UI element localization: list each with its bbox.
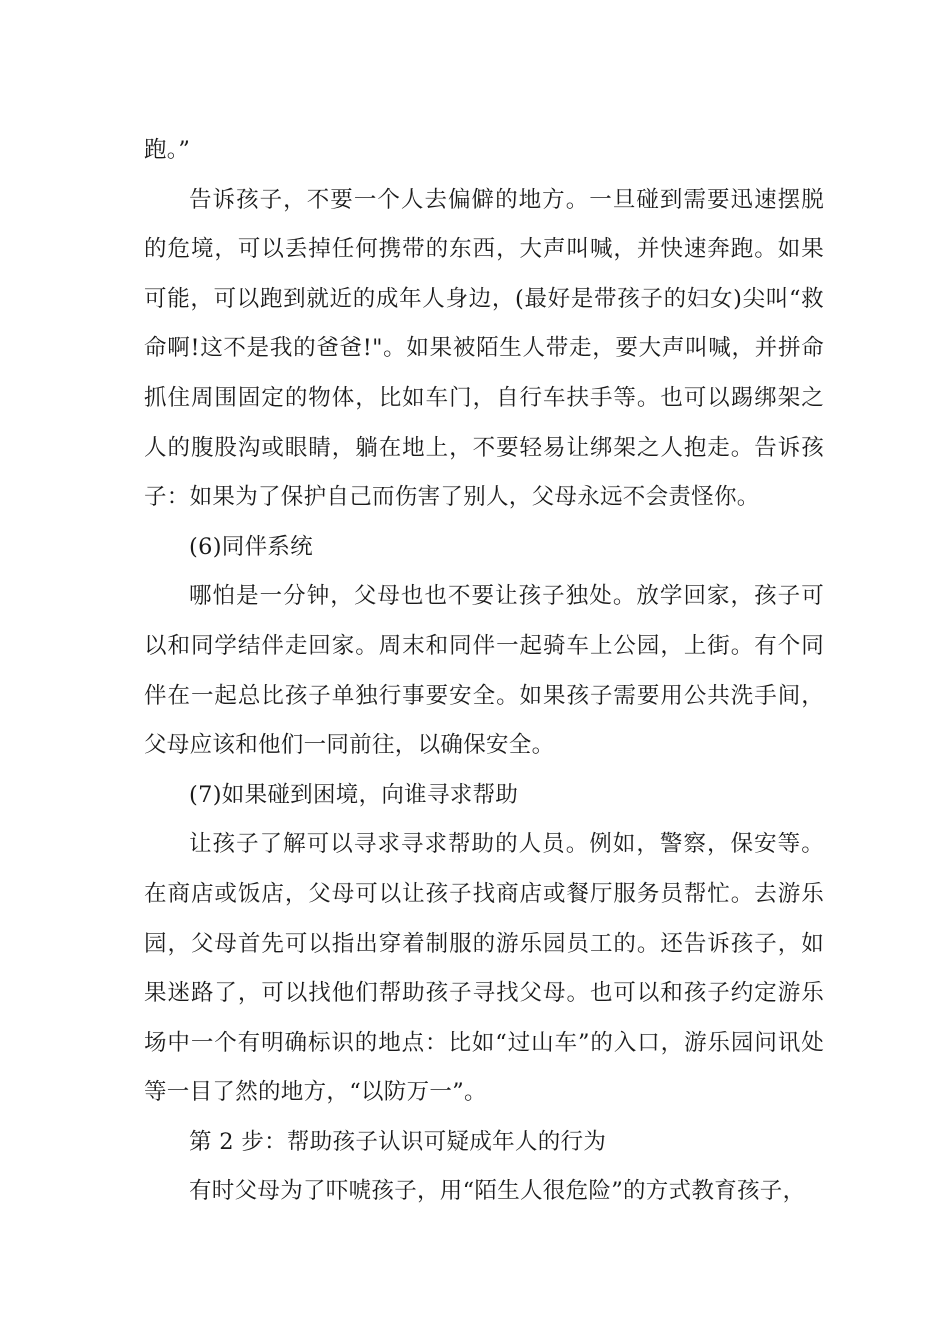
section-heading-buddy-system: (6)同伴系统: [189, 533, 313, 560]
document-body: [144, 126, 824, 1217]
paragraph-escape-advice: 告诉孩子，不要一个人去偏僻的地方。一旦碰到需要迅速摆脱的危境，可以丢掉任何携带的东西，大声叫喊，并快速奔跑。如果可能，可以跑到就近的成年人身边，(最好是带孩子的妇女)尖叫“救命啊!这不是我的爸爸!"。如果被陌生人带走，要大声叫喊，并拼命抓住周围固定的物体，比如车门，自行车扶手等。也可以踢绑架之人的腹股沟或眼睛，躺在地上，不要轻易让绑架之人抱走。告诉孩子：如果为了保护自己而伤害了别人，父母永远不会责怪你。: [144, 186, 824, 511]
step-heading: 第 2 步：帮助孩子认识可疑成年人的行为: [189, 1128, 607, 1155]
paragraph-step-intro: 有时父母为了吓唬孩子，用“陌生人很危险”的方式教育孩子，: [189, 1178, 806, 1205]
paragraph-seek-help: 让孩子了解可以寻求寻求帮助的人员。例如，警察，保安等。在商店或饭店，父母可以让孩子找商店或餐厅服务员帮忙。去游乐园，父母首先可以指出穿着制服的游乐园员工的。还告诉孩子，如果迷路了，可以找他们帮助孩子寻找父母。也可以和孩子约定游乐场中一个有明确标识的地点：比如“过山车”的入口，游乐园问讯处等一目了然的地方，“以防万一”。: [144, 831, 824, 1106]
section-heading-seek-help: (7)如果碰到困境，向谁寻求帮助: [189, 781, 519, 808]
paragraph-buddy-system: 哪怕是一分钟，父母也也不要让孩子独处。放学回家，孩子可以和同学结伴走回家。周末和同伴一起骑车上公园，上街。有个同伴在一起总比孩子单独行事要安全。如果孩子需要用公共洗手间，父母应该和他们一同前往，以确保安全。: [144, 583, 824, 759]
paragraph-continuation: 跑。”: [144, 137, 191, 163]
